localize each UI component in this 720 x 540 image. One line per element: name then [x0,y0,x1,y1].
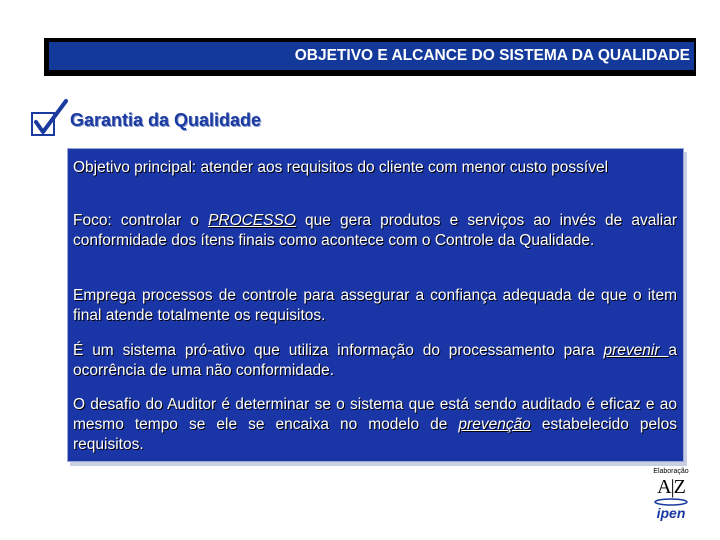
paragraph-objective: Objetivo principal: atender aos requisitos do cliente com menor custo possível [73,159,609,176]
paragraph-focus-emphasis: PROCESSO [208,212,296,229]
checkbox-check-icon [30,98,74,142]
paragraph-auditor-emphasis: prevenção [458,416,531,433]
ipen-logo [646,468,696,528]
logo-az-mark: A|Z [657,476,685,498]
paragraph-focus-post: que gera produtos e serviços ao invés de avaliar conformidade dos ítens finais como acontece com o Controle da Qualidade. [73,212,677,249]
paragraph-proactive-post: a ocorrência de uma não conformidade. [73,342,677,379]
section-heading: Garantia da Qualidade [70,110,262,130]
paragraph-focus-pre: Foco: controlar o [73,212,209,229]
paragraph-proactive-pre: É um sistema pró-ativo que utiliza informação do processamento para [73,342,604,359]
logo-label: Elaboração [653,468,689,475]
paragraph-control-processes: Emprega processos de controle para assegurar a confiança adequada de que o item final atende totalmente os requisitos. [73,287,677,324]
content-box [67,148,684,462]
paragraph-proactive [73,341,677,381]
slide-title: OBJETIVO E ALCANCE DO SISTEMA DA QUALIDADE [49,42,694,70]
paragraph-auditor-pre: O desafio do Auditor é determinar se o sistema que está sendo auditado é eficaz e ao mesmo tempo se ele se encaixa no modelo de [73,396,677,433]
paragraph-auditor-post: estabelecido pelos requisitos. [73,416,677,453]
paragraph-auditor-challenge [73,395,677,455]
paragraph-proactive-emphasis: prevenir [603,342,669,359]
paragraph-focus [73,211,677,251]
logo-org-name: ipen [656,505,686,521]
